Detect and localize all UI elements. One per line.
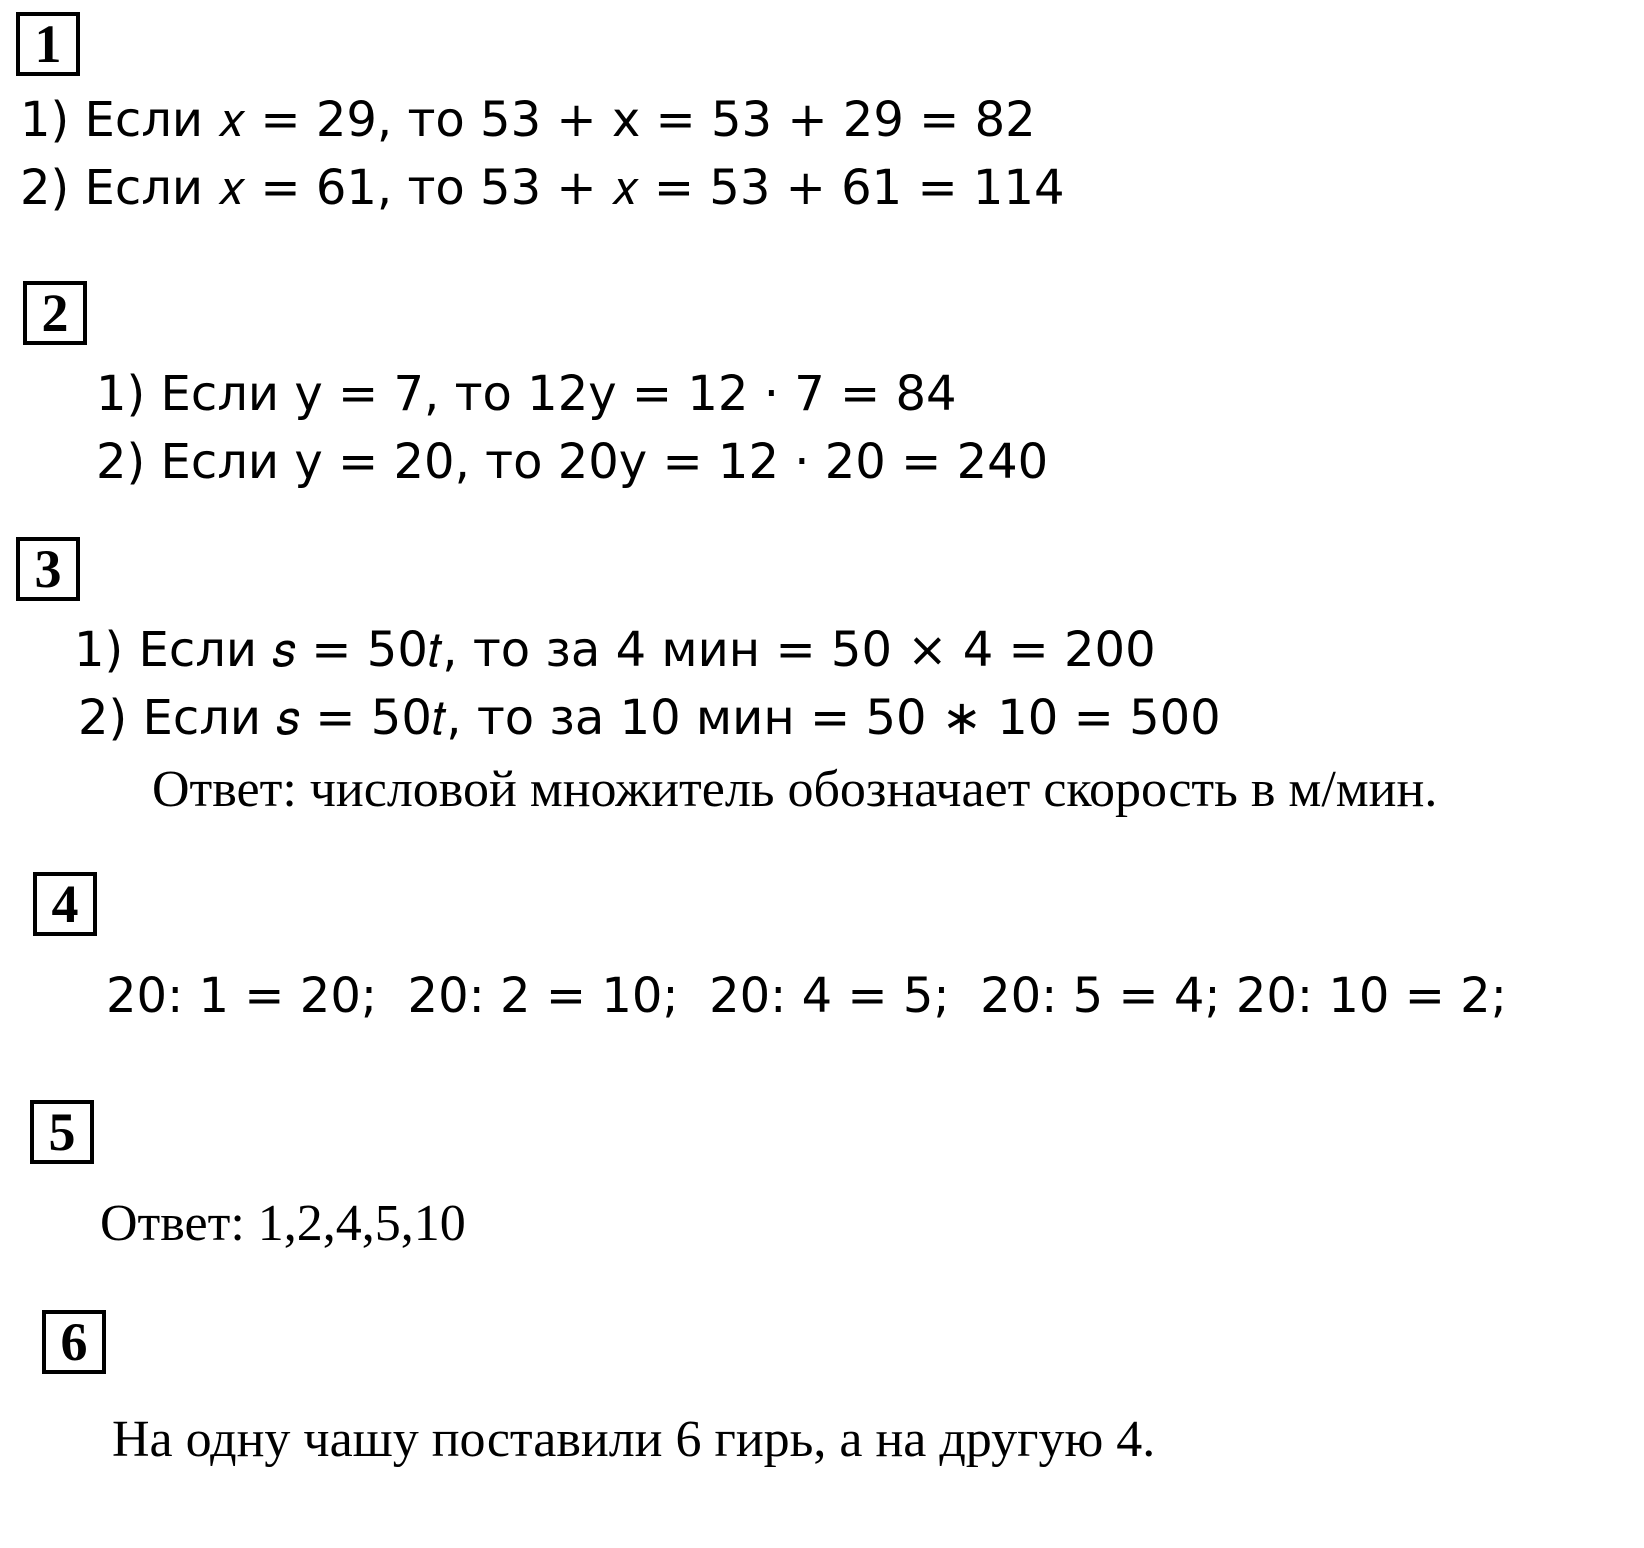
task-3-line-2: 2) Если 𝑠 = 50𝑡, то за 10 мин = 50 ∗ 10 = 500 bbox=[78, 690, 1221, 746]
task-5-answer: Ответ: 1,2,4,5,10 bbox=[100, 1195, 466, 1252]
task-3-number: 3 bbox=[16, 537, 80, 601]
task-5-number: 5 bbox=[30, 1100, 94, 1164]
task-2-line-2: 2) Если y = 20, то 20y = 12 · 20 = 240 bbox=[96, 434, 1049, 490]
task-6-number: 6 bbox=[42, 1310, 106, 1374]
task-1-line-1: 1) Если 𝑥 = 29, то 53 + x = 53 + 29 = 82 bbox=[20, 92, 1036, 148]
task-1-line-2: 2) Если 𝑥 = 61, то 53 + 𝑥 = 53 + 61 = 114 bbox=[20, 160, 1065, 216]
task-1-number: 1 bbox=[16, 12, 80, 76]
task-4-number: 4 bbox=[33, 872, 97, 936]
task-4-line-1: 20: 1 = 20; 20: 2 = 10; 20: 4 = 5; 20: 5 = 4; 20: 10 = 2; bbox=[106, 968, 1507, 1024]
task-3-answer: Ответ: числовой множитель обозначает скорость в м/мин. bbox=[152, 761, 1438, 818]
task-6-answer: На одну чашу поставили 6 гирь, а на другую 4. bbox=[112, 1411, 1156, 1468]
task-2-line-1: 1) Если y = 7, то 12y = 12 · 7 = 84 bbox=[96, 366, 957, 422]
task-2-number: 2 bbox=[23, 281, 87, 345]
task-3-line-1: 1) Если 𝑠 = 50𝑡, то за 4 мин = 50 × 4 = 200 bbox=[74, 622, 1156, 678]
